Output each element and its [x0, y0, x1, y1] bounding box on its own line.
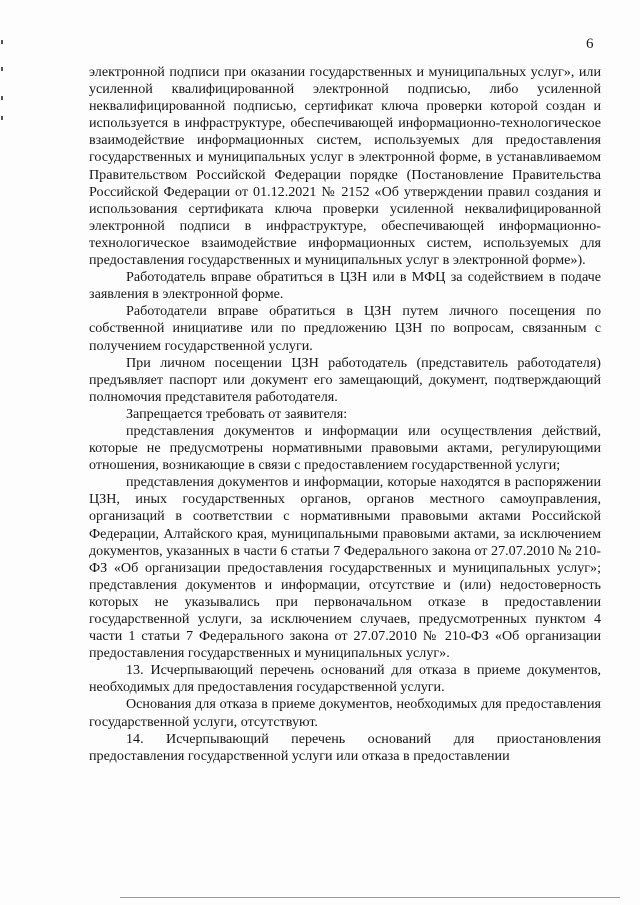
paragraph-employer-visit: Работодатели вправе обратиться в ЦЗН путем личного посещения по собственной инициативе или по предложению ЦЗН по вопросам, связанным с получением государственной услуги. [89, 303, 601, 354]
paragraph-prohibited-item-1: представления документов и информации или осуществления действий, которые не предусмотрены нормативными правовыми актами, регулирующими отношения, возникающие в связи с предоставлением государственной услуги; [89, 422, 601, 474]
paragraph-signature-continuation: электронной подписи при оказании государственных и муниципальных услуг», или усиленной квалифицированной электронной подписью, либо усиленной неквалифицированной подписью, сертификат ключа проверки которой создан и используется в инфраструктуре, обеспечивающей информационно-технологическое взаимодействие информационных систем, используемых для предоставления государственных и муниципальных услуг в электронной форме, в устанавливаемом Правительством Российской Федерации порядке (Постановление Правительства Российской Федерации от 01.12.2021 № 2152 «Об утверждении правил создания и использования сертификата ключа проверки усиленной неквалифицированной электронной подписи в инфраструктуре, обеспечивающей информационно-технологическое взаимодействие информационных систем, используемых для предоставления государственных и муниципальных услуг в электронной форме»). [89, 64, 601, 269]
paragraph-prohibited-item-2: представления документов и информации, которые находятся в распоряжении ЦЗН, иных государственных органов, органов местного самоуправления, организаций в соответствии с нормативными правовыми актами Российской Федерации, Алтайского края, муниципальными правовыми актами, за исключением документов, указанных в части 6 статьи 7 Федерального закона от 27.07.2010 № 210-ФЗ «Об организации предоставления государственных и муниципальных услуг»; представления документов и информации, отсутствие и (или) недостоверность которых не указывались при первоначальном отказе в предоставлении государственной услуги, за исключением случаев, предусмотренных пунктом 4 части 1 статьи 7 Федерального закона от 27.07.2010 № 210-ФЗ «Об организации предоставления государственных и муниципальных услуг». [89, 474, 601, 662]
paragraph-section-13: 13. Исчерпывающий перечень оснований для отказа в приеме документов, необходимых для предоставления государственной услуги. [89, 662, 601, 696]
scan-edge-marks [0, 0, 6, 905]
paragraph-personal-visit: При личном посещении ЦЗН работодатель (представитель работодателя) предъявляет паспорт или документ его замещающий, документ, подтверждающий полномочия представителя работодателя. [89, 354, 601, 405]
paragraph-section-14: 14. Исчерпывающий перечень оснований для приостановления предоставления государственной услуги или отказа в предоставлении [89, 730, 601, 764]
paragraph-employer-mfc: Работодатель вправе обратиться в ЦЗН или в МФЦ за содействием в подаче заявления в электронной форме. [89, 269, 601, 303]
document-body [89, 64, 601, 765]
paragraph-no-grounds: Основания для отказа в приеме документов, необходимых для предоставления государственной услуги, отсутствуют. [89, 696, 601, 730]
page-number: 6 [586, 36, 594, 52]
bottom-scan-line [120, 897, 620, 898]
paragraph-prohibited-heading: Запрещается требовать от заявителя: [126, 405, 348, 422]
